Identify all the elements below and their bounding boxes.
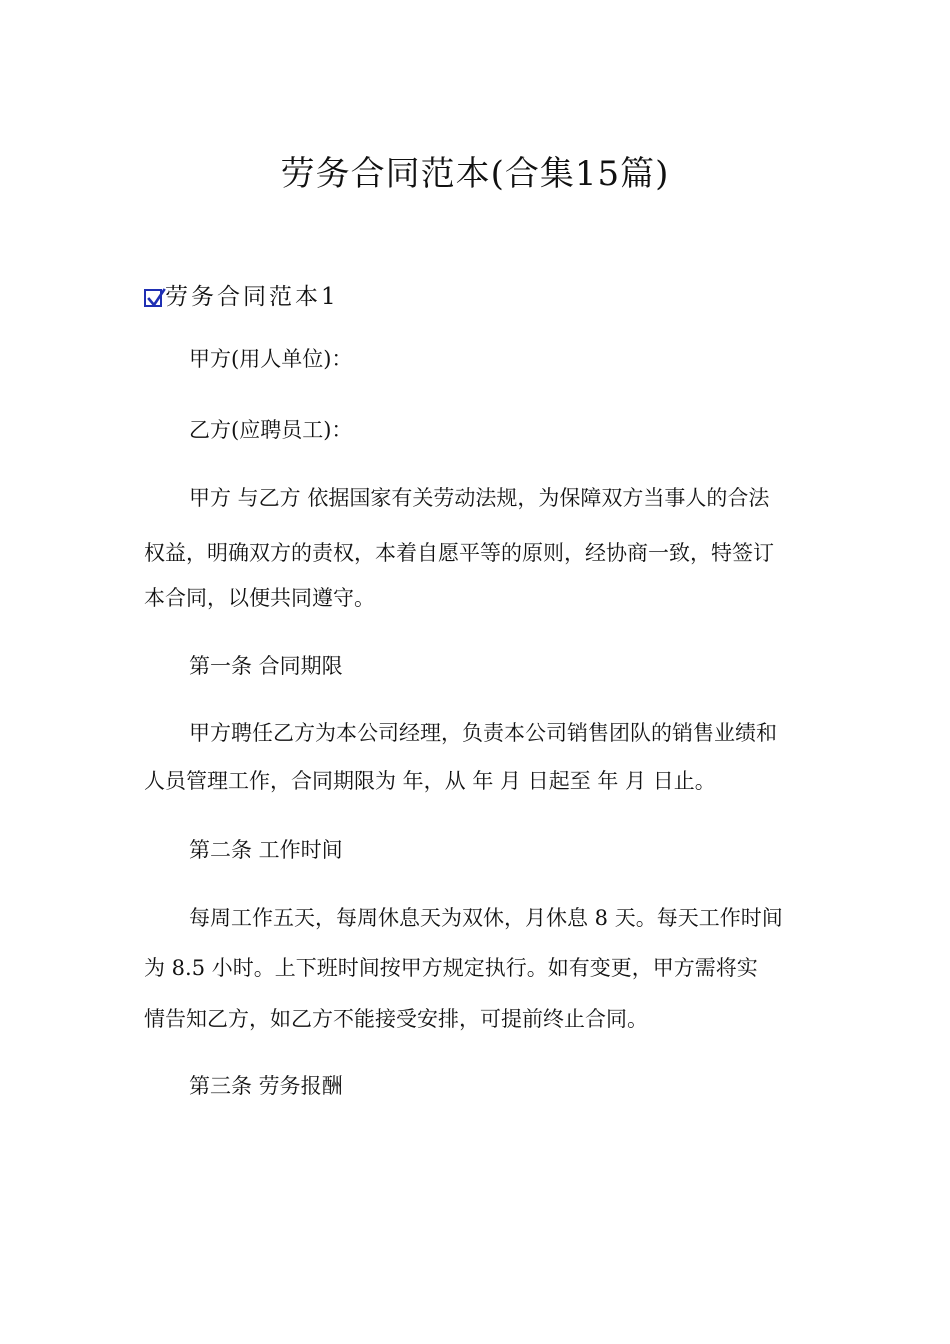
section-heading xyxy=(144,276,339,312)
article-1-line-1: 甲方聘任乙方为本公司经理，负责本公司销售团队的销售业绩和 xyxy=(189,721,777,745)
checked-checkbox-icon xyxy=(144,289,162,307)
article-1-title: 第一条 合同期限 xyxy=(189,654,343,678)
article-2-line-3: 情告知乙方，如乙方不能接受安排，可提前终止合同。 xyxy=(144,1007,648,1031)
paragraph-1-line-1: 甲方 与乙方 依据国家有关劳动法规，为保障双方当事人的合法 xyxy=(189,486,770,510)
article-2-title: 第二条 工作时间 xyxy=(189,838,343,862)
party-a-line: 甲方(用人单位)： xyxy=(189,347,353,371)
party-b-line: 乙方(应聘员工)： xyxy=(189,418,353,442)
article-2-line-1: 每周工作五天，每周休息天为双休，月休息 8 天。每天工作时间 xyxy=(189,906,783,930)
section-heading-text: 劳务合同范本1 xyxy=(165,283,339,310)
article-2-line-2: 为 8.5 小时。上下班时间按甲方规定执行。如有变更，甲方需将实 xyxy=(144,956,758,980)
paragraph-1-line-2: 权益，明确双方的责权，本着自愿平等的原则，经协商一致，特签订 xyxy=(144,541,774,565)
paragraph-1-line-3: 本合同，以便共同遵守。 xyxy=(144,586,375,610)
document-title: 劳务合同范本(合集15篇) xyxy=(280,154,670,194)
article-1-line-2: 人员管理工作，合同期限为 年，从 年 月 日起至 年 月 日止。 xyxy=(144,769,716,793)
article-3-title: 第三条 劳务报酬 xyxy=(189,1074,343,1098)
